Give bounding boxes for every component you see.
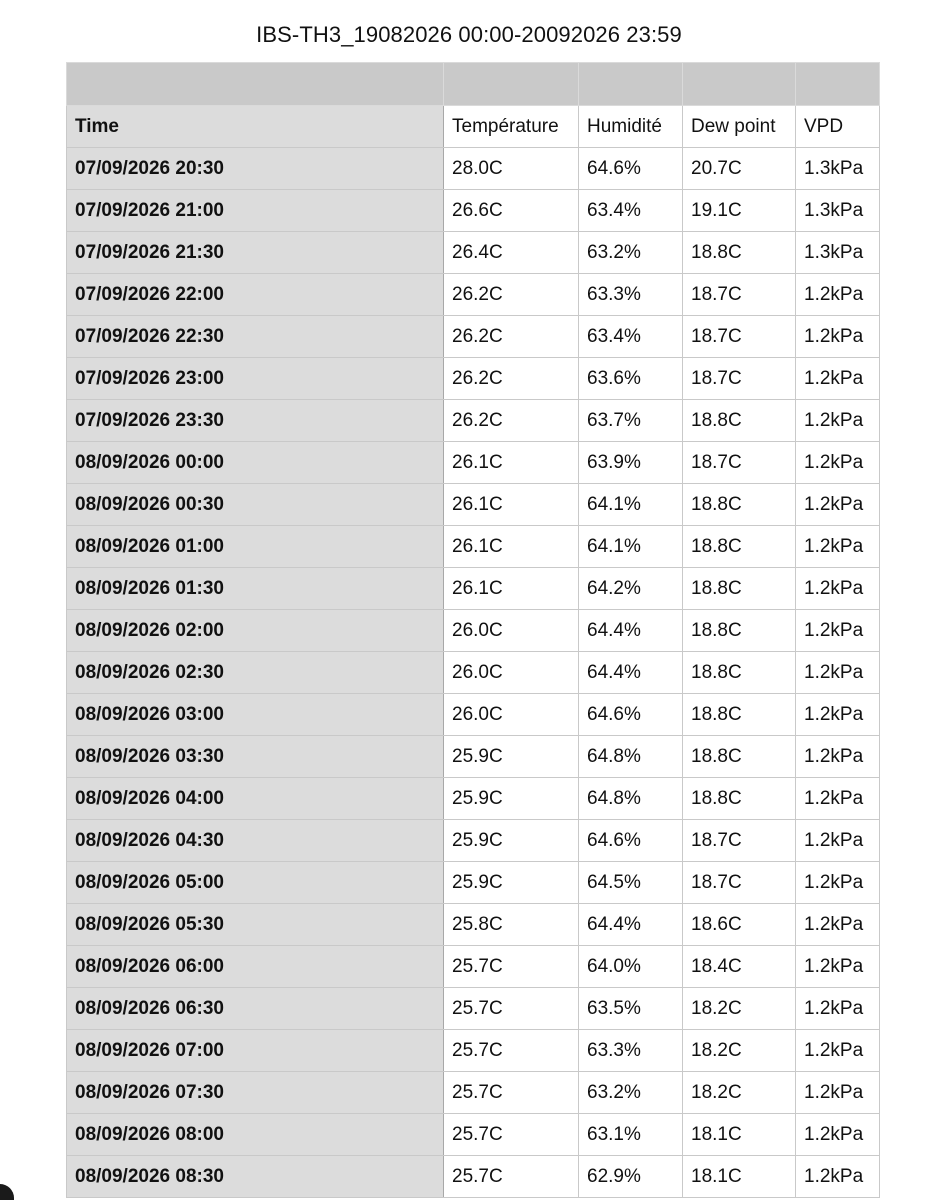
- temperature-cell[interactable]: 26.0C: [444, 694, 579, 736]
- table-row: [67, 610, 880, 652]
- vpd-cell[interactable]: 1.2kPa: [796, 1030, 880, 1072]
- dew-point-cell[interactable]: 18.7C: [683, 862, 796, 904]
- table-row: [67, 862, 880, 904]
- table-row: [67, 652, 880, 694]
- time-cell[interactable]: 08/09/2026 00:00: [67, 442, 444, 484]
- time-cell[interactable]: 07/09/2026 21:30: [67, 232, 444, 274]
- vpd-cell[interactable]: 1.2kPa: [796, 778, 880, 820]
- dew-point-cell[interactable]: 20.7C: [683, 148, 796, 190]
- page-title: IBS-TH3_19082026 00:00-20092026 23:59: [256, 22, 682, 47]
- vpd-cell[interactable]: 1.2kPa: [796, 946, 880, 988]
- table-row: [67, 1072, 880, 1114]
- temperature-cell[interactable]: 25.8C: [444, 904, 579, 946]
- dew-point-cell[interactable]: 18.8C: [683, 484, 796, 526]
- data-table: [66, 62, 880, 1198]
- time-cell[interactable]: 08/09/2026 04:00: [67, 778, 444, 820]
- time-cell[interactable]: 08/09/2026 05:30: [67, 904, 444, 946]
- temperature-cell[interactable]: 25.7C: [444, 1156, 579, 1198]
- table-row: [67, 1114, 880, 1156]
- dew-point-cell[interactable]: 18.4C: [683, 946, 796, 988]
- column-header-vpd[interactable]: VPD: [796, 106, 880, 148]
- table-row: [67, 274, 880, 316]
- temperature-cell[interactable]: 26.2C: [444, 358, 579, 400]
- vpd-cell[interactable]: 1.2kPa: [796, 1114, 880, 1156]
- column-header-dew-point[interactable]: Dew point: [683, 106, 796, 148]
- vpd-cell[interactable]: 1.2kPa: [796, 568, 880, 610]
- vpd-cell[interactable]: 1.2kPa: [796, 652, 880, 694]
- dew-point-cell[interactable]: 18.8C: [683, 400, 796, 442]
- vpd-cell[interactable]: 1.2kPa: [796, 274, 880, 316]
- table-row: [67, 736, 880, 778]
- humidity-cell[interactable]: 63.2%: [579, 1072, 683, 1114]
- dew-point-cell[interactable]: 18.7C: [683, 358, 796, 400]
- temperature-cell[interactable]: 25.9C: [444, 820, 579, 862]
- time-cell[interactable]: 08/09/2026 07:00: [67, 1030, 444, 1072]
- temperature-cell[interactable]: 26.2C: [444, 316, 579, 358]
- humidity-cell[interactable]: 64.1%: [579, 484, 683, 526]
- humidity-cell[interactable]: 64.0%: [579, 946, 683, 988]
- dew-point-cell[interactable]: 19.1C: [683, 190, 796, 232]
- humidity-cell[interactable]: 63.4%: [579, 190, 683, 232]
- humidity-cell[interactable]: 63.3%: [579, 274, 683, 316]
- table-row: [67, 694, 880, 736]
- temperature-cell[interactable]: 26.1C: [444, 442, 579, 484]
- temperature-cell[interactable]: 26.2C: [444, 400, 579, 442]
- humidity-cell[interactable]: 64.8%: [579, 736, 683, 778]
- temperature-cell[interactable]: 26.1C: [444, 484, 579, 526]
- temperature-cell[interactable]: 25.9C: [444, 862, 579, 904]
- dew-point-cell[interactable]: 18.1C: [683, 1114, 796, 1156]
- temperature-cell[interactable]: 25.9C: [444, 736, 579, 778]
- temperature-cell[interactable]: 26.0C: [444, 652, 579, 694]
- humidity-cell[interactable]: 62.9%: [579, 1156, 683, 1198]
- time-cell[interactable]: 08/09/2026 03:00: [67, 694, 444, 736]
- header-band-row: [67, 63, 880, 106]
- temperature-cell[interactable]: 25.7C: [444, 1072, 579, 1114]
- time-cell[interactable]: 08/09/2026 02:00: [67, 610, 444, 652]
- header-band-cell[interactable]: [683, 63, 796, 106]
- dew-point-cell[interactable]: 18.7C: [683, 442, 796, 484]
- vpd-cell[interactable]: 1.2kPa: [796, 442, 880, 484]
- humidity-cell[interactable]: 63.2%: [579, 232, 683, 274]
- dew-point-cell[interactable]: 18.8C: [683, 778, 796, 820]
- dew-point-cell[interactable]: 18.7C: [683, 820, 796, 862]
- dew-point-cell[interactable]: 18.2C: [683, 1030, 796, 1072]
- dew-point-cell[interactable]: 18.2C: [683, 988, 796, 1030]
- table-row: [67, 232, 880, 274]
- temperature-cell[interactable]: 26.1C: [444, 568, 579, 610]
- time-cell[interactable]: 07/09/2026 23:30: [67, 400, 444, 442]
- time-cell[interactable]: 08/09/2026 06:00: [67, 946, 444, 988]
- table-row: [67, 484, 880, 526]
- time-cell[interactable]: 08/09/2026 03:30: [67, 736, 444, 778]
- dew-point-cell[interactable]: 18.8C: [683, 694, 796, 736]
- temperature-cell[interactable]: 26.1C: [444, 526, 579, 568]
- humidity-cell[interactable]: 64.5%: [579, 862, 683, 904]
- table-row: [67, 904, 880, 946]
- vpd-cell[interactable]: 1.2kPa: [796, 736, 880, 778]
- column-header-row: [67, 106, 880, 148]
- vpd-cell[interactable]: 1.2kPa: [796, 316, 880, 358]
- temperature-cell[interactable]: 26.0C: [444, 610, 579, 652]
- vpd-cell[interactable]: 1.2kPa: [796, 988, 880, 1030]
- humidity-cell[interactable]: 63.5%: [579, 988, 683, 1030]
- table-row: [67, 988, 880, 1030]
- time-cell[interactable]: 07/09/2026 20:30: [67, 148, 444, 190]
- vpd-cell[interactable]: 1.3kPa: [796, 148, 880, 190]
- vpd-cell[interactable]: 1.2kPa: [796, 400, 880, 442]
- humidity-cell[interactable]: 64.6%: [579, 820, 683, 862]
- vpd-cell[interactable]: 1.3kPa: [796, 232, 880, 274]
- table-row: [67, 820, 880, 862]
- humidity-cell[interactable]: 63.4%: [579, 316, 683, 358]
- time-cell[interactable]: 07/09/2026 21:00: [67, 190, 444, 232]
- vpd-cell[interactable]: 1.2kPa: [796, 1156, 880, 1198]
- time-cell[interactable]: 08/09/2026 01:30: [67, 568, 444, 610]
- table-body: [67, 63, 880, 1198]
- dew-point-cell[interactable]: 18.8C: [683, 526, 796, 568]
- temperature-cell[interactable]: 26.6C: [444, 190, 579, 232]
- humidity-cell[interactable]: 64.8%: [579, 778, 683, 820]
- temperature-cell[interactable]: 25.7C: [444, 946, 579, 988]
- table-row: [67, 526, 880, 568]
- temperature-cell[interactable]: 26.2C: [444, 274, 579, 316]
- vpd-cell[interactable]: 1.2kPa: [796, 526, 880, 568]
- humidity-cell[interactable]: 64.4%: [579, 652, 683, 694]
- dew-point-cell[interactable]: 18.8C: [683, 568, 796, 610]
- table-row: [67, 778, 880, 820]
- dew-point-cell[interactable]: 18.2C: [683, 1072, 796, 1114]
- dew-point-cell[interactable]: 18.6C: [683, 904, 796, 946]
- vpd-cell[interactable]: 1.2kPa: [796, 820, 880, 862]
- table-row: [67, 568, 880, 610]
- vpd-cell[interactable]: 1.2kPa: [796, 904, 880, 946]
- dew-point-cell[interactable]: 18.8C: [683, 736, 796, 778]
- time-cell[interactable]: 07/09/2026 22:30: [67, 316, 444, 358]
- temperature-cell[interactable]: 25.9C: [444, 778, 579, 820]
- time-cell[interactable]: 08/09/2026 01:00: [67, 526, 444, 568]
- humidity-cell[interactable]: 64.4%: [579, 904, 683, 946]
- vpd-cell[interactable]: 1.2kPa: [796, 484, 880, 526]
- time-cell[interactable]: 08/09/2026 00:30: [67, 484, 444, 526]
- table-row: [67, 442, 880, 484]
- humidity-cell[interactable]: 64.1%: [579, 526, 683, 568]
- dew-point-cell[interactable]: 18.8C: [683, 232, 796, 274]
- temperature-cell[interactable]: 25.7C: [444, 1030, 579, 1072]
- table-row: [67, 946, 880, 988]
- dew-point-cell[interactable]: 18.8C: [683, 610, 796, 652]
- humidity-cell[interactable]: 64.4%: [579, 610, 683, 652]
- column-header-humidity[interactable]: Humidité: [579, 106, 683, 148]
- dew-point-cell[interactable]: 18.7C: [683, 316, 796, 358]
- time-cell[interactable]: 08/09/2026 08:30: [67, 1156, 444, 1198]
- header-band-cell[interactable]: [444, 63, 579, 106]
- vpd-cell[interactable]: 1.2kPa: [796, 862, 880, 904]
- table-row: [67, 148, 880, 190]
- vpd-cell[interactable]: 1.2kPa: [796, 1072, 880, 1114]
- humidity-cell[interactable]: 64.6%: [579, 148, 683, 190]
- temperature-cell[interactable]: 25.7C: [444, 1114, 579, 1156]
- humidity-cell[interactable]: 63.3%: [579, 1030, 683, 1072]
- vpd-cell[interactable]: 1.2kPa: [796, 610, 880, 652]
- header-band-cell[interactable]: [796, 63, 880, 106]
- time-cell[interactable]: 08/09/2026 02:30: [67, 652, 444, 694]
- humidity-cell[interactable]: 63.6%: [579, 358, 683, 400]
- table-row: [67, 400, 880, 442]
- temperature-cell[interactable]: 28.0C: [444, 148, 579, 190]
- time-cell[interactable]: 08/09/2026 06:30: [67, 988, 444, 1030]
- time-cell[interactable]: 08/09/2026 07:30: [67, 1072, 444, 1114]
- time-cell[interactable]: 08/09/2026 08:00: [67, 1114, 444, 1156]
- vpd-cell[interactable]: 1.2kPa: [796, 358, 880, 400]
- humidity-cell[interactable]: 63.7%: [579, 400, 683, 442]
- time-cell[interactable]: 08/09/2026 04:30: [67, 820, 444, 862]
- humidity-cell[interactable]: 64.2%: [579, 568, 683, 610]
- dew-point-cell[interactable]: 18.1C: [683, 1156, 796, 1198]
- column-header-temperature[interactable]: Température: [444, 106, 579, 148]
- temperature-cell[interactable]: 26.4C: [444, 232, 579, 274]
- table-row: [67, 1156, 880, 1198]
- humidity-cell[interactable]: 63.1%: [579, 1114, 683, 1156]
- table-row: [67, 190, 880, 232]
- header-band-cell[interactable]: [67, 63, 444, 106]
- table-row: [67, 1030, 880, 1072]
- dew-point-cell[interactable]: 18.8C: [683, 652, 796, 694]
- humidity-cell[interactable]: 63.9%: [579, 442, 683, 484]
- vpd-cell[interactable]: 1.3kPa: [796, 190, 880, 232]
- time-cell[interactable]: 07/09/2026 22:00: [67, 274, 444, 316]
- time-cell[interactable]: 08/09/2026 05:00: [67, 862, 444, 904]
- dew-point-cell[interactable]: 18.7C: [683, 274, 796, 316]
- table-row: [67, 358, 880, 400]
- table-row: [67, 316, 880, 358]
- time-cell[interactable]: 07/09/2026 23:00: [67, 358, 444, 400]
- window-corner: [0, 1184, 14, 1200]
- temperature-cell[interactable]: 25.7C: [444, 988, 579, 1030]
- vpd-cell[interactable]: 1.2kPa: [796, 694, 880, 736]
- header-band-cell[interactable]: [579, 63, 683, 106]
- column-header-time[interactable]: Time: [67, 106, 444, 148]
- humidity-cell[interactable]: 64.6%: [579, 694, 683, 736]
